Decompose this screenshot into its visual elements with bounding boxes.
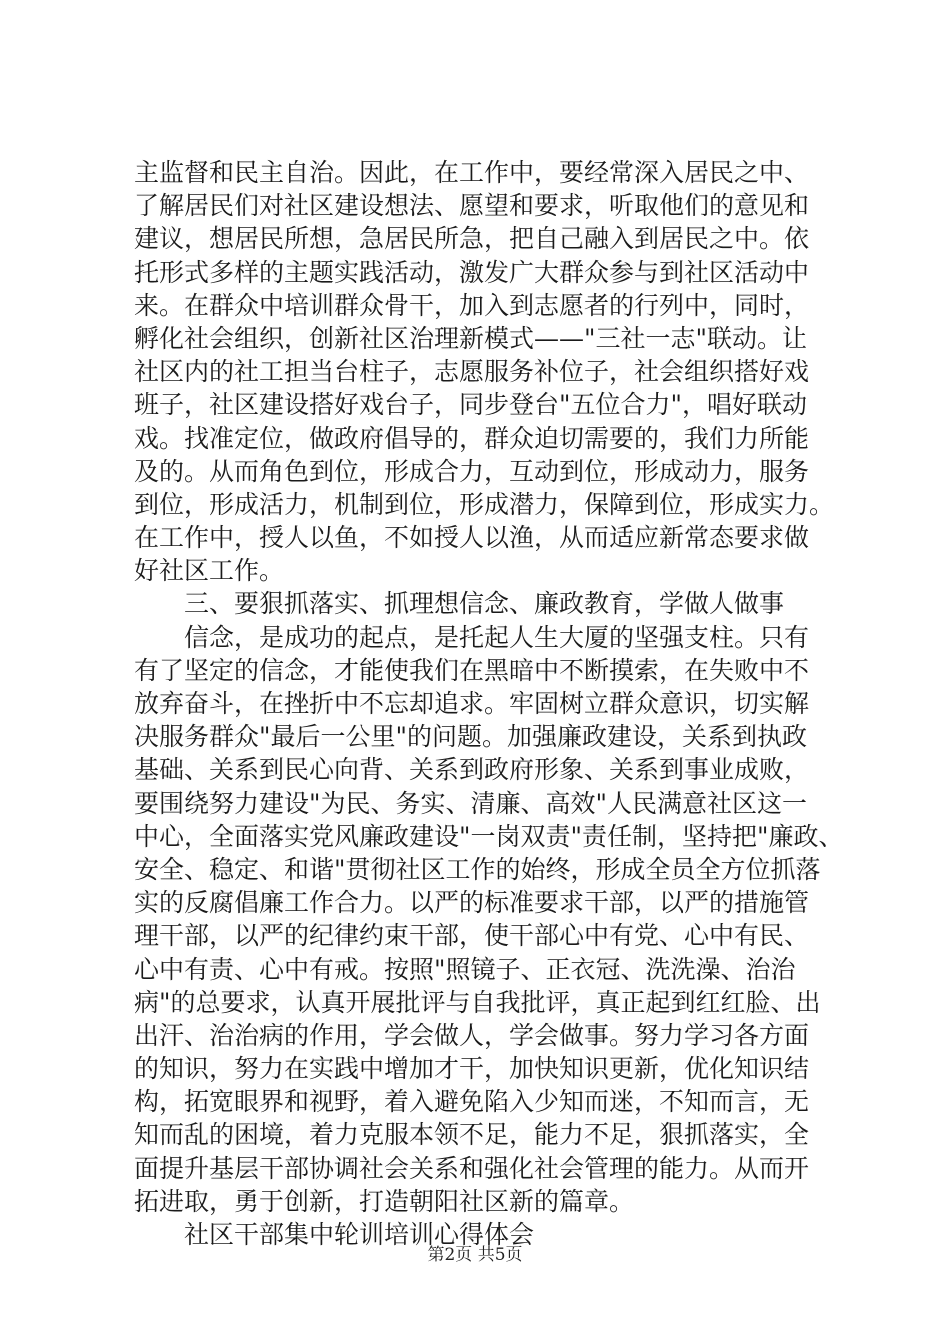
text-line: 要围绕努力建设"为民、务实、清廉、高效"人民满意社区这一 <box>134 788 808 818</box>
text-line: 来。在群众中培训群众骨干，加入到志愿者的行列中，同时， <box>134 290 810 320</box>
text-line: 好社区工作。 <box>134 556 285 586</box>
text-line: 三、要狠抓落实、抓理想信念、廉政教育，学做人做事 <box>134 589 785 619</box>
text-line: 病"的总要求，认真开展批评与自我批评，真正起到红红脸、出 <box>134 987 821 1017</box>
text-line: 了解居民们对社区建设想法、愿望和要求，听取他们的意见和 <box>134 191 810 221</box>
text-line: 决服务群众"最后一公里"的问题。加强廉政建设，关系到执政 <box>134 722 808 752</box>
text-line: 社区内的社工担当台柱子，志愿服务补位子，社会组织搭好戏 <box>134 357 810 387</box>
text-line: 面提升基层干部协调社会关系和强化社会管理的能力。从而开 <box>134 1153 810 1183</box>
text-line: 主监督和民主自治。因此，在工作中，要经常深入居民之中、 <box>134 158 810 187</box>
text-line: 中心，全面落实党风廉政建设"一岗双责"责任制，坚持把"廉政、 <box>134 821 844 851</box>
text-line: 基础、关系到民心向背、关系到政府形象、关系到事业成败， <box>134 755 810 785</box>
text-line: 安全、稳定、和谐"贯彻社区工作的始终，形成全员全方位抓落 <box>134 854 821 884</box>
text-line: 理干部，以严的纪律约束干部，使干部心中有党、心中有民、 <box>134 921 810 951</box>
text-line: 出汗、治治病的作用，学会做人，学会做事。努力学习各方面 <box>134 1020 810 1050</box>
text-line: 托形式多样的主题实践活动，激发广大群众参与到社区活动中 <box>134 257 810 287</box>
text-line: 构，拓宽眼界和视野，着入避免陷入少知而迷，不知而言，无 <box>134 1087 810 1117</box>
text-line: 建议，想居民所想，急居民所急，把自己融入到居民之中。依 <box>134 224 810 254</box>
text-line: 班子，社区建设搭好戏台子，同步登台"五位合力"，唱好联动 <box>134 390 808 420</box>
text-line: 知而乱的困境，着力克服本领不足，能力不足，狠抓落实，全 <box>134 1120 810 1150</box>
page-footer: 第2页 共5页 <box>427 1245 523 1265</box>
text-line: 有了坚定的信念，才能使我们在黑暗中不断摸索，在失败中不 <box>134 655 810 685</box>
text-line: 到位，形成活力，机制到位，形成潜力，保障到位，形成实力。 <box>134 489 835 519</box>
text-line: 孵化社会组织，创新社区治理新模式——"三社一志"联动。让 <box>134 323 808 353</box>
text-line: 实的反腐倡廉工作合力。以严的标准要求干部，以严的措施管 <box>134 888 810 918</box>
text-line: 社区干部集中轮训培训心得体会 <box>134 1220 535 1249</box>
text-line: 放弃奋斗，在挫折中不忘却追求。牢固树立群众意识，切实解 <box>134 689 810 718</box>
text-line: 及的。从而角色到位，形成合力，互动到位，形成动力，服务 <box>134 456 810 486</box>
text-line: 戏。找准定位，做政府倡导的，群众迫切需要的，我们力所能 <box>134 423 810 453</box>
text-line: 的知识，努力在实践中增加才干，加快知识更新，优化知识结 <box>134 1054 810 1084</box>
text-line: 信念，是成功的起点，是托起人生大厦的坚强支柱。只有 <box>134 622 810 652</box>
document-body <box>134 156 854 1251</box>
text-line: 在工作中，授人以鱼，不如授人以渔，从而适应新常态要求做 <box>134 523 810 553</box>
text-line: 拓进取，勇于创新，打造朝阳社区新的篇章。 <box>134 1186 635 1216</box>
text-line: 心中有责、心中有戒。按照"照镜子、正衣冠、洗洗澡、治治 <box>134 954 796 984</box>
